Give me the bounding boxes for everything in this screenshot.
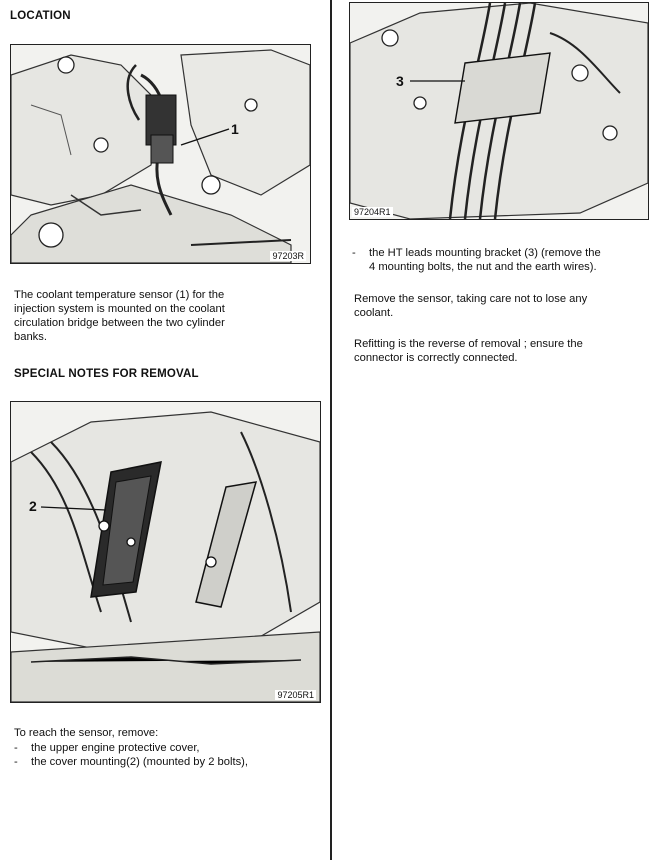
list-item-text: the cover mounting(2) (mounted by 2 bolts), bbox=[31, 756, 249, 768]
list-item-text: the upper engine protective cover, bbox=[31, 742, 200, 754]
intro-line: injection system is mounted on the coolant bbox=[14, 303, 225, 315]
callout-3: 3 bbox=[396, 73, 404, 89]
engine-illustration-3 bbox=[350, 3, 648, 219]
bullet-dash: - bbox=[14, 756, 18, 768]
figure-ref-97203R: 97203R bbox=[272, 251, 304, 261]
intro-line: banks. bbox=[14, 331, 47, 343]
list-item bbox=[14, 755, 314, 769]
heading-location: LOCATION bbox=[10, 10, 71, 22]
engine-illustration-2 bbox=[11, 402, 320, 702]
figure-ht-leads-bracket bbox=[349, 2, 649, 220]
figure-sensor-location bbox=[10, 44, 311, 264]
heading-special-notes: SPECIAL NOTES FOR REMOVAL bbox=[14, 368, 199, 380]
callout-1: 1 bbox=[231, 121, 239, 137]
list-item bbox=[352, 246, 648, 274]
intro-line: The coolant temperature sensor (1) for the bbox=[14, 289, 225, 301]
list-item-text: 4 mounting bolts, the nut and the earth wires). bbox=[369, 261, 597, 273]
figure-cover-mounting bbox=[10, 401, 321, 703]
figure-ref-97205R1: 97205R1 bbox=[277, 690, 314, 700]
intro-line: circulation bridge between the two cylinder bbox=[14, 317, 225, 329]
refit-line: connector is correctly connected. bbox=[354, 352, 518, 364]
bullet-dash: - bbox=[352, 247, 356, 259]
engine-illustration-1 bbox=[11, 45, 310, 263]
reach-text: To reach the sensor, remove: bbox=[14, 727, 159, 739]
column-divider bbox=[330, 0, 332, 860]
bullet-dash: - bbox=[14, 742, 18, 754]
list-item-text: the HT leads mounting bracket (3) (remove the bbox=[369, 247, 601, 259]
intro-paragraph bbox=[14, 288, 307, 344]
remove-line: Remove the sensor, taking care not to lose any bbox=[354, 293, 588, 305]
refit-paragraph bbox=[354, 337, 646, 365]
remove-line: coolant. bbox=[354, 307, 394, 319]
list-item bbox=[14, 741, 314, 755]
refit-line: Refitting is the reverse of removal ; ensure the bbox=[354, 338, 583, 350]
figure-ref-97204R1: 97204R1 bbox=[354, 207, 391, 217]
callout-2: 2 bbox=[29, 498, 37, 514]
remove-paragraph bbox=[354, 292, 646, 320]
